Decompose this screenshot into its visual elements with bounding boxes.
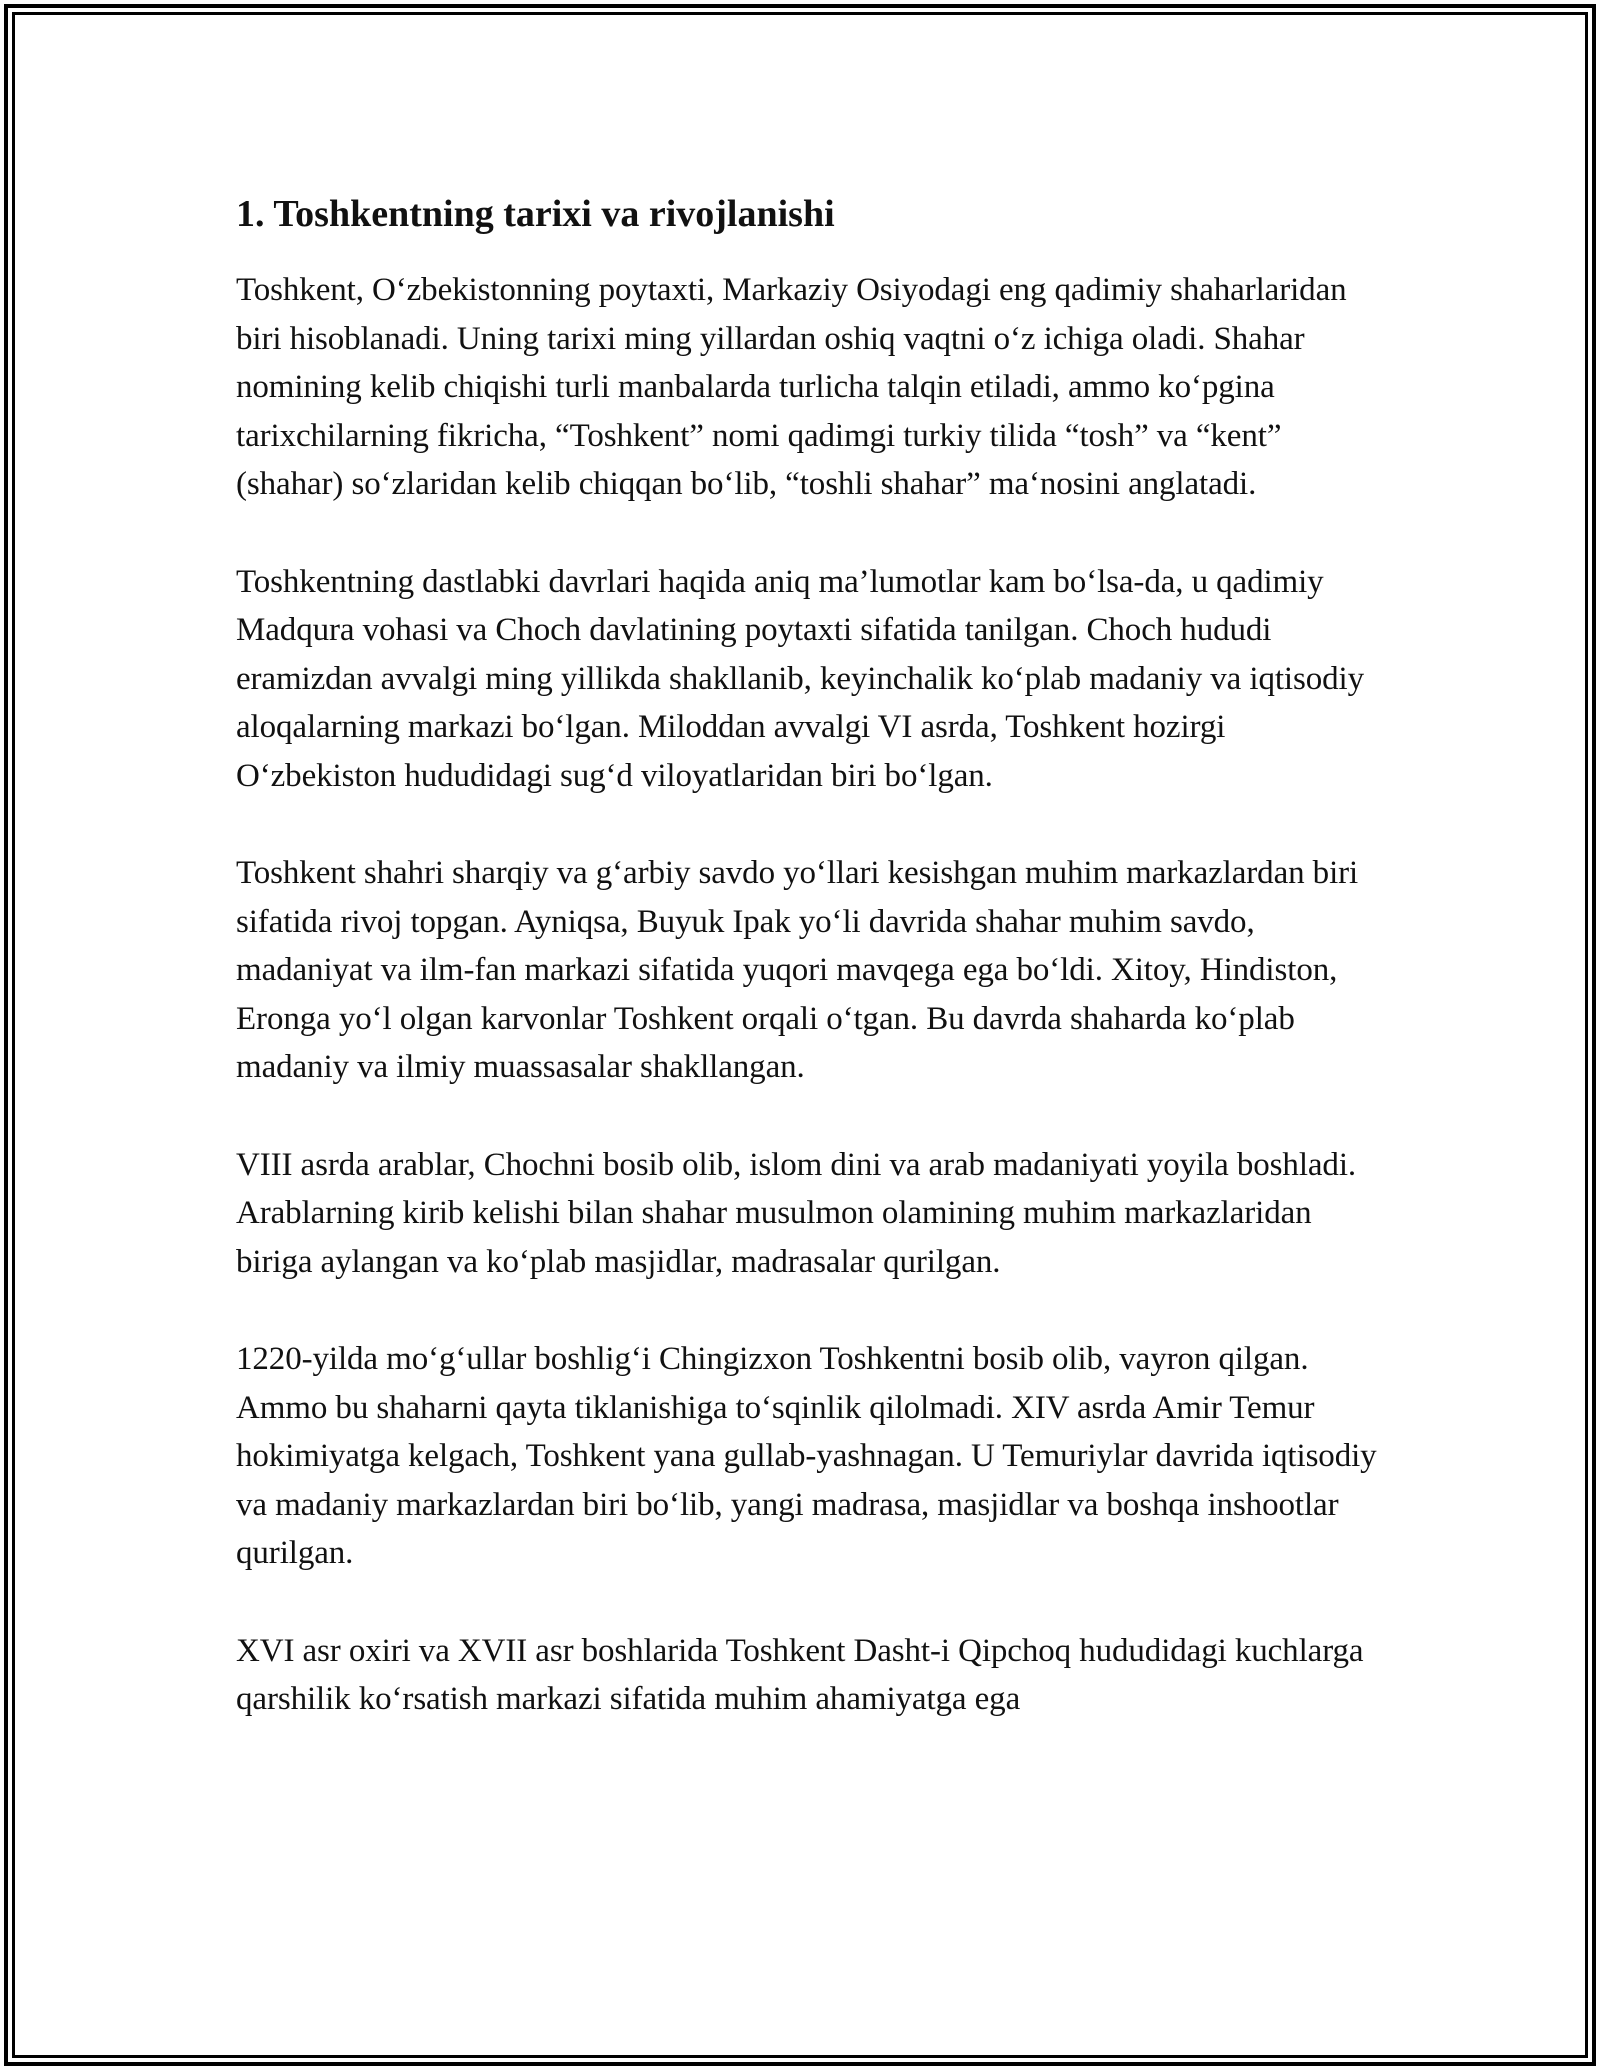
paragraph: XVI asr oxiri va XVII asr boshlarida Toshkent Dasht-i Qipchoq hududidagi kuchlarga qarshilik ko‘rsatish markazi sifatida muhim ahamiyatga ega — [236, 1632, 1364, 1717]
paragraph: Toshkent shahri sharqiy va g‘arbiy savdo yo‘llari kesishgan muhim markazlardan biri sifatida rivoj topgan. Ayniqsa, Buyuk Ipak yo‘li davrida shahar muhim savdo, madaniyat va ilm-fan markazi sifatida yuqori mavqega ega bo‘ldi. Xitoy, Hindiston, Eronga yo‘l olgan karvonlar Toshkent orqali o‘tgan. Bu davrda shaharda ko‘plab madaniy va ilmiy muassasalar shakllangan. — [236, 855, 1359, 1085]
paragraph: VIII asrda arablar, Chochni bosib olib, islom dini va arab madaniyati yoyila boshladi. Arablarning kirib kelishi bilan shahar musulmon olamining muhim markazlaridan biriga aylangan va ko‘plab masjidlar, madrasalar qurilgan. — [236, 1146, 1357, 1280]
paragraph: Toshkentning dastlabki davrlari haqida aniq ma’lumotlar kam bo‘lsa-da, u qadimiy Madqura vohasi va Choch davlatining poytaxti sifatida tanilgan. Choch hududi eramizdan avvalgi ming yillikda shakllanib, keyinchalik ko‘plab madaniy va iqtisodiy aloqalarning markazi bo‘lgan. Miloddan avvalgi VI asrda, Toshkent hozirgi O‘zbekiston hududidagi sug‘d viloyatlaridan biri bo‘lgan. — [236, 563, 1364, 794]
document-title: 1. Toshkentning tarixi va rivojlanishi — [236, 193, 835, 235]
document-body — [236, 188, 1386, 1724]
paragraph: Toshkent, O‘zbekistonning poytaxti, Markaziy Osiyodagi eng qadimiy shaharlaridan biri hisoblanadi. Uning tarixi ming yillardan oshiq vaqtni o‘z ichiga oladi. Shahar nomining kelib chiqishi turli manbalarda turlicha talqin etiladi, ammo ko‘pgina tarixchilarning fikricha, “Toshkent” nomi qadimgi turkiy tilida “tosh” va “kent” (shahar) so‘zlaridan kelib chiqqan bo‘lib, “toshli shahar” ma‘nosini anglatadi. — [236, 272, 1347, 502]
paragraph: 1220-yilda mo‘g‘ullar boshlig‘i Chingizxon Toshkentni bosib olib, vayron qilgan. Ammo bu shaharni qayta tiklanishiga to‘sqinlik qilolmadi. XIV asrda Amir Temur hokimiyatga kelgach, Toshkent yana gullab-yashnagan. U Temuriylar davrida iqtisodiy va madaniy markazlardan biri bo‘lib, yangi madrasa, masjidlar va boshqa inshootlar qurilgan. — [236, 1341, 1377, 1571]
